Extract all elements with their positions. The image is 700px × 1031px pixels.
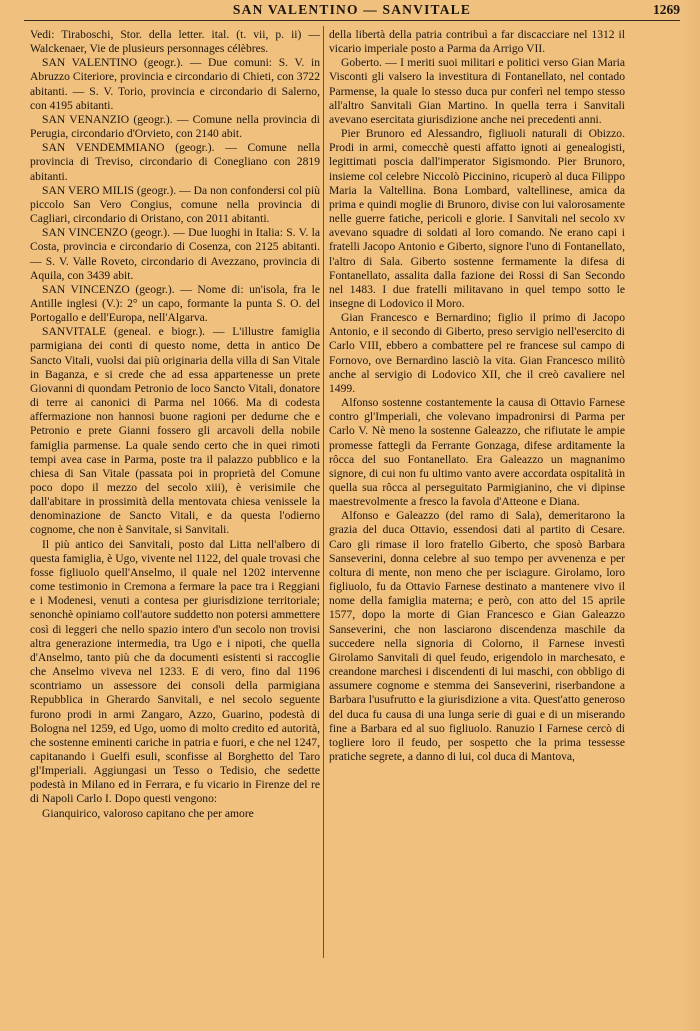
entry-san-vendemmiano: SAN VENDEMMIANO (geogr.). — Comune nella provincia di Treviso, circondario di Conegliano con 2819 abitanti. — [30, 141, 320, 183]
paragraph: Goberto. — I meriti suoi militari e politici verso Gian Maria Visconti gli valsero la investitura di Fontanellato, nel contado Parmense, la quale lo stesso duca pur conferì nel tempo stesso all'altro Sanvitali Gian Martino. In quella terra i Sanvitali avevano esercitata giurisdizione anche nei precedenti anni. — [329, 56, 625, 126]
entry-san-vincenzo-2: SAN VINCENZO (geogr.). — Nome di: un'isola, fra le Antille inglesi (V.): 2° un capo, formante la punta S. O. del Portogallo e dell'Europa, nell'Algarva. — [30, 282, 320, 325]
paragraph: Vedi: Tiraboschi, Stor. della letter. ital. (t. vii, p. ii) — Walckenaer, Vie de plusieurs personnages célèbres. — [30, 28, 320, 56]
entry-san-venanzio: SAN VENANZIO (geogr.). — Comune nella provincia di Perugia, circondario d'Orvieto, con 2140 abit. — [30, 112, 320, 141]
entry-san-vincenzo: SAN VINCENZO (geogr.). — Due luoghi in Italia: S. V. la Costa, provincia e circondario di Cosenza, con 2125 abitanti. — S. V. Valle Roveto, circondario di Avezzano, provincia di Aquila, con 3439 abit. — [30, 226, 320, 282]
paragraph: Gianquirico, valoroso capitano che per amore — [42, 806, 254, 820]
column-divider — [323, 26, 324, 958]
entry-san-valentino: SAN VALENTINO (geogr.). — Due comuni: S. V. in Abruzzo Citeriore, provincia e circondario di Chieti, con 3722 abitanti. — S. V. Torio, provincia e circondario di Salerno, con 4195 abitanti. — [30, 56, 320, 112]
page-header — [24, 0, 680, 21]
entry-san-vero-milis: SAN VERO MILIS (geogr.). — Da non confondersi col più piccolo San Vero Congius, comune nella provincia di Cagliari, circondario di Oristano, con 2011 abitanti. — [30, 183, 320, 226]
paragraph: Alfonso sostenne costantemente la causa di Ottavio Farnese contro gl'Imperiali, che volevano impadronirsi di Parma per Carlo V. Nè meno la sostenne Galeazzo, che rifiutate le ampie promesse fattegli da Ferrante Gonzaga, difese arditamente la rôcca del suo Fontanellato. Era Galeazzo un magnanimo signore, di cui non fu ultimo vanto avere accordata ospitalità in quella sua rôcca al perseguitato Parmigianino, che vi dipinse maestrevolmente a fresco la favola d'Atteone e Diana. — [329, 396, 625, 509]
paragraph: Alfonso e Galeazzo (del ramo di Sala), demeritarono la grazia del duca Ottavio, essendosi dati al partito di Cesare. Caro gli rimase il loro fratello Giberto, che sposò Barbara Sanseverini, donna celebre al suo tempo per avvenenza e per coltura di mente, non meno che per isciagure. Girolamo, loro figliuolo, fu da Ottavio Farnese destinato a mantenere vivo il nome della famiglia materna; e però, con atto del 15 aprile 1577, dopo la morte di Gian Francesco e Gian Galeazzo Sanseverini, che non lasciarono discendenza maschile da succedere nella signoria di Colorno, il Farnese investì Girolamo Sanvitali di quel feudo, erigendolo in marchesato, e creandone marchesi i discendenti di lui maschi, con obbligo di assumere cognome e stemma dei Sanseverini, riserbandone a Barbara l'usufrutto e la giurisdizione a vita. Quest'atto generoso del duca fu causa di una lunga serie di guai e di un miserando fine a Barbara ed al suo figliuolo. Ranuzio I Farnese cercò di togliere loro il feudo, per sospetto che la prima tessesse pratiche segrete, a danno di lui, col duca di Mantova, — [329, 509, 625, 763]
paragraph: Gian Francesco e Bernardino; figlio il primo di Jacopo Antonio, e il secondo di Giberto, preso servigio nell'esercito di Carlo VIII, ebbero a combattere pel re francese sul campo di Fornovo, ove Bernardino lasciò la vita. Gian Francesco militò anche al servigio di Lodovico XII, che il creò cavaliere nel 1499. — [329, 311, 625, 395]
scan-edge — [682, 0, 700, 1031]
paragraph: della libertà della patria contribuì a far discacciare nel 1312 il vicario imperiale posto a Parma da Arrigo VII. — [329, 28, 625, 56]
right-column — [329, 28, 625, 764]
left-column — [30, 28, 320, 821]
paragraph: Pier Brunoro ed Alessandro, figliuoli naturali di Obizzo. Prodi in armi, comecchè questi affatto ignoti ai genealogisti, legittimati poscia dall'imperator Sigismondo. Pier Brunoro, insieme col celebre Niccolò Piccinino, ricuperò al duca Filippo Maria la Valtellina. Bona Lombard, valtellinese, amica da prima e quindi moglie di Brunoro, divise con lui valorosamente nelle guerre fatiche, pericoli e glorie. I Sanvitali nel secolo xv avevano squadre di soldati al loro comando. Ne erano capi i fratelli Jacopo Antonio e Giberto, signore l'uno di Fontanellato, l'altro di Sala. Giberto sostenne fermamente la difesa di Fontanellato, assalita dalla fazione dei Rossi di San Secondo nel 1483. I due fratelli militavano in quel tempo sotto le insegne di Lodovico il Moro. — [329, 127, 625, 310]
page-number: 1269 — [653, 2, 680, 17]
entry-sanvitale: SANVITALE (geneal. e biogr.). — L'illustre famiglia parmigiana dei conti di questo nome, detta in antico De Sancto Vitali, vuolsi dai più originaria della villa di San Vitale in Baganza, e si crede che ad essa appartenesse un prete Giovanni di quondam Petronio de loco Sancto Vitali, donatore di terre ai canonici di Parma nel 1066. Ma di codesta affermazione non hannosi buone ragioni per dedurne che e Petronio e prete Gianni fossero gli arcavoli della nobile famiglia parmense. La quale sendo certo che in quei rimoti tempi avea case in Parma, poste tra il palazzo pubblico e la chiesa di San Vitale (passata poi in proprietà del Comune poco dopo il mezzo del secolo xiii), è verisimile che dall'abitare in prossimità della mentovata chiesa venissele la denominazione de Sancto Vitali, e da questa l'odierno cognome, che non è Sanvitale, si Sanvitali. — [30, 325, 320, 537]
paragraph: Il più antico dei Sanvitali, posto dal Litta nell'albero di questa famiglia, è Ugo, vivente nel 1122, del quale trovasi che fosse figliuolo quell'Anselmo, il quale nel 1202 intervenne come testimonio in Cremona a fermare la pace tra i Reggiani e i Modenesi, venuti a contesa per giurisdizione territoriale; senonchè opiniamo coll'autore suddetto non potersi ammettere così di leggeri che nello spazio intero d'un secolo non trovisi altra generazione intermedia, tra Ugo e i nipoti, che quella d'Anselmo, tanto più che da documenti esistenti si raccoglie che Anselmo viveva nel 1233. E di vero, fino dal 1196 scontriamo un assessore dei consoli della parmigiana Repubblica in Gherardo Sanvitali, e nel secolo seguente furono prodi in armi Zangaro, Azzo, Guarino, podestà di Bologna nel 1259, ed Ugo, uomo di molto credito ed autorità, che sostenne eminenti cariche in patria e fuori, e che nel 1247, capitanando i Guelfi esuli, sconfisse al Borghetto del Taro gl'Imperiali. Aggiungasi un Tesso o Tedisio, che sedette podestà in Milano ed in Ferrara, e fu vicario in Firenze del re di Napoli Carlo I. Dopo questi vengono: — [30, 537, 320, 806]
running-title: SAN VALENTINO — SANVITALE — [232, 2, 472, 17]
